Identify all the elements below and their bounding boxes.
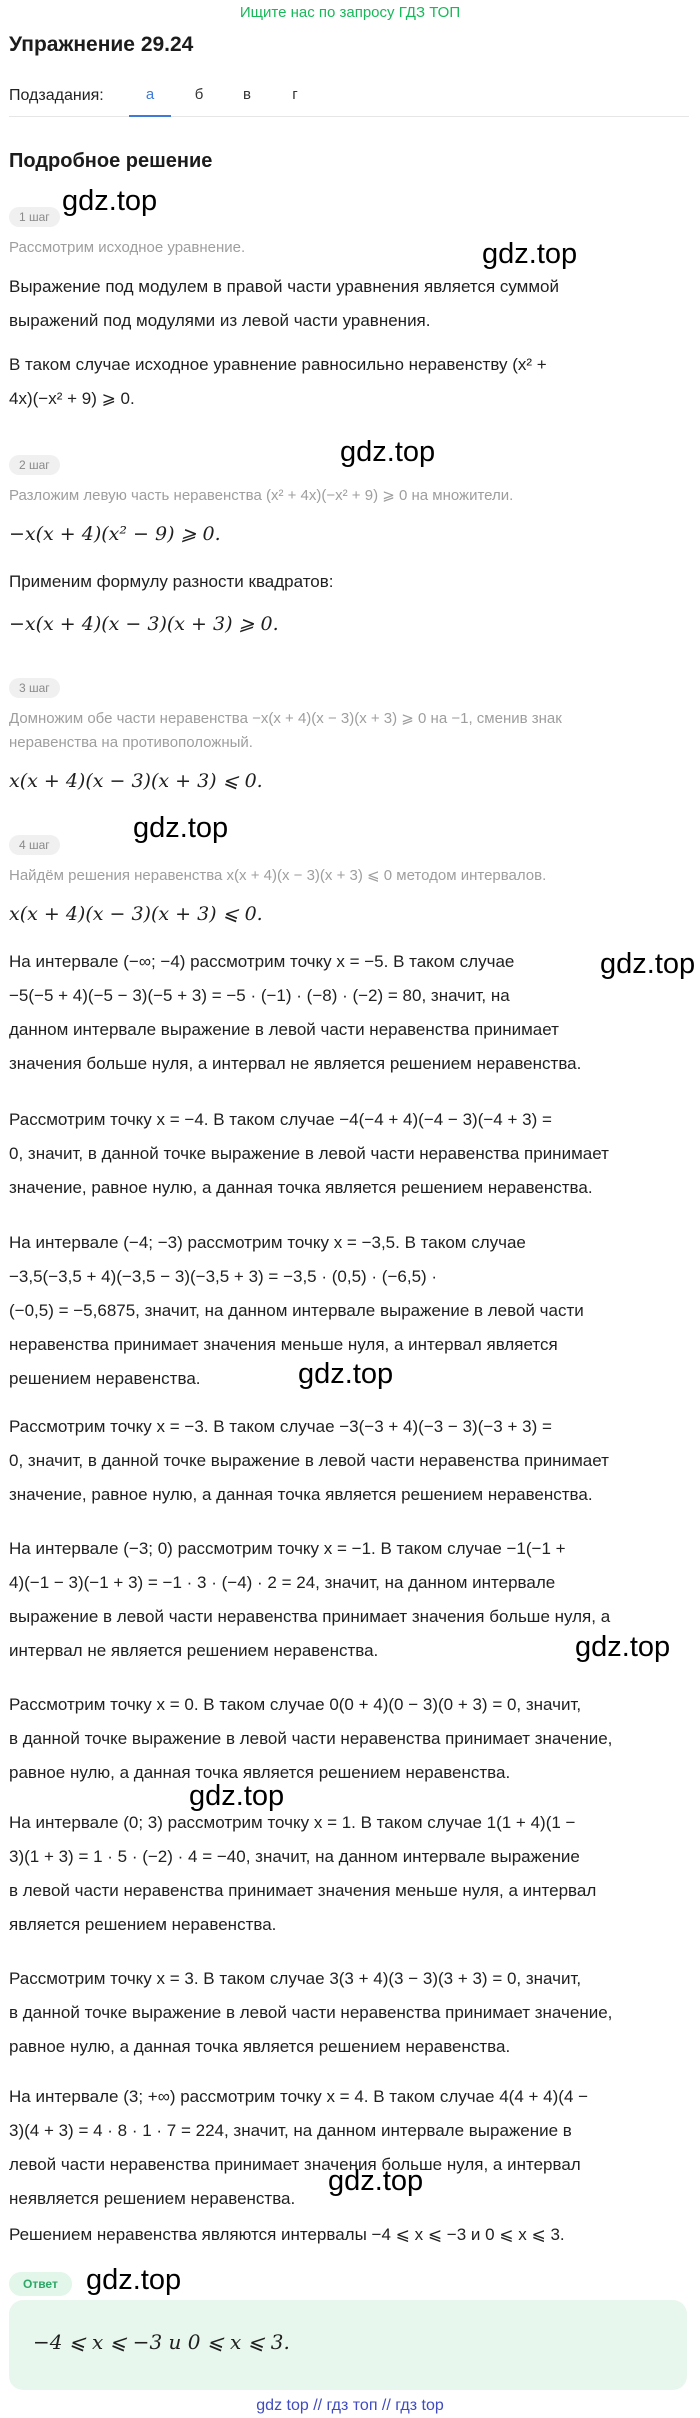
- step1-text-line: 4x)(−x² + 9) ⩾ 0.: [9, 389, 135, 408]
- watermark: gdz.top: [133, 812, 229, 844]
- step1-text-line: В таком случае исходное уравнение равносильно неравенству (x² +: [9, 355, 547, 374]
- watermark: gdz.top: [340, 436, 436, 468]
- watermark: gdz.top: [575, 1631, 671, 1663]
- subtask-tabs: [9, 84, 689, 117]
- watermark: gdz.top: [86, 2264, 182, 2296]
- answer-box: [9, 2300, 687, 2390]
- step-badge-1: 1 шаг: [9, 207, 60, 227]
- step1-text-line: Выражение под модулем в правой части уравнения является суммой: [9, 277, 560, 296]
- tab-g[interactable]: г: [292, 86, 298, 103]
- step2-equation: −x(x + 4)(x² − 9) ⩾ 0.: [9, 523, 221, 545]
- answer-text: −4 ⩽ x ⩽ −3 и 0 ⩽ x ⩽ 3.: [33, 2330, 290, 2354]
- interval-paragraph-9: На интервале (3; +∞) рассмотрим точку x = 4. В таком случае 4(4 + 4)(4 − 3)(4 + 3) = 4 · 8 · 1 · 7 = 224, значит, на данном интервале выражение в левой части неравенства принимает значения больше нуля, а интервал неявляется решением неравенства.: [9, 2087, 589, 2208]
- footer-links[interactable]: gdz top // гдз топ // гдз top: [256, 2397, 444, 2414]
- point-paragraph-4: Рассмотрим точку x = −3. В таком случае −3(−3 + 4)(−3 − 3)(−3 + 3) = 0, значит, в данной точке выражение в левой части неравенства принимает значение, равное нулю, а данная точка является решением неравенства.: [9, 1417, 609, 1504]
- step2-text: Применим формулу разности квадратов:: [9, 572, 334, 591]
- step3-hint: Домножим обе части неравенства −x(x + 4)(x − 3)(x + 3) ⩾ 0 на −1, сменив знак: [9, 710, 562, 727]
- tab-v[interactable]: в: [243, 86, 251, 103]
- page-title: Упражнение 29.24: [9, 33, 194, 56]
- step2-equation: −x(x + 4)(x − 3)(x + 3) ⩾ 0.: [9, 613, 279, 635]
- interval-paragraph-1: На интервале (−∞; −4) рассмотрим точку x = −5. В таком случае −5(−5 + 4)(−5 − 3)(−5 + 3) = −5 · (−1) · (−8) · (−2) = 80, значит, на данном интервале выражение в левой части неравенства принимает значения больше нуля, а интервал не является решением неравенства.: [9, 952, 582, 1073]
- watermark: gdz.top: [189, 1780, 285, 1812]
- tab-b[interactable]: б: [194, 86, 204, 103]
- tab-a[interactable]: а: [129, 84, 171, 117]
- step4-hint: Найдём решения неравенства x(x + 4)(x − 3)(x + 3) ⩽ 0 методом интервалов.: [9, 867, 547, 884]
- interval-paragraph-7: На интервале (0; 3) рассмотрим точку x = 1. В таком случае 1(1 + 4)(1 − 3)(1 + 3) = 1 · 5 · (−2) · 4 = −40, значит, на данном интервале выражение в левой части неравенства принимает значения меньше нуля, а интервал является решением неравенства.: [9, 1813, 597, 1934]
- answer-badge: Ответ: [9, 2272, 72, 2296]
- step3-equation: x(x + 4)(x − 3)(x + 3) ⩽ 0.: [9, 770, 263, 792]
- conclusion-text: Решением неравенства являются интервалы −4 ⩽ x ⩽ −3 и 0 ⩽ x ⩽ 3.: [9, 2225, 565, 2244]
- point-paragraph-6: Рассмотрим точку x = 0. В таком случае 0(0 + 4)(0 − 3)(0 + 3) = 0, значит, в данной точке выражение в левой части неравенства принимает значение, равное нулю, а данная точка является решением неравенства.: [9, 1695, 613, 1782]
- step2-hint: Разложим левую часть неравенства (x² + 4x)(−x² + 9) ⩾ 0 на множители.: [9, 487, 514, 504]
- solution-heading: Подробное решение: [9, 150, 213, 172]
- step4-equation: x(x + 4)(x − 3)(x + 3) ⩽ 0.: [9, 903, 263, 925]
- point-paragraph-2: Рассмотрим точку x = −4. В таком случае −4(−4 + 4)(−4 − 3)(−4 + 3) = 0, значит, в данной точке выражение в левой части неравенства принимает значение, равное нулю, а данная точка является решением неравенства.: [9, 1110, 609, 1197]
- watermark: gdz.top: [600, 948, 696, 980]
- step3-hint: неравенства на противоположный.: [9, 734, 253, 751]
- point-paragraph-8: Рассмотрим точку x = 3. В таком случае 3(3 + 4)(3 − 3)(3 + 3) = 0, значит, в данной точке выражение в левой части неравенства принимает значение, равное нулю, а данная точка является решением неравенства.: [9, 1969, 613, 2056]
- interval-paragraph-3: На интервале (−4; −3) рассмотрим точку x = −3,5. В таком случае −3,5(−3,5 + 4)(−3,5 − 3)(−3,5 + 3) = −3,5 · (0,5) · (−6,5) · (−0,5) = −5,6875, значит, на данном интервале выражение в левой части неравенства принимает значения меньше нуля, а интервал является решением неравенства.: [9, 1233, 584, 1388]
- step-badge-3: 3 шаг: [9, 678, 60, 698]
- step1-text-line: выражений под модулями из левой части уравнения.: [9, 311, 431, 330]
- step-badge-4: 4 шаг: [9, 835, 60, 855]
- interval-paragraph-5: На интервале (−3; 0) рассмотрим точку x = −1. В таком случае −1(−1 + 4)(−1 − 3)(−1 + 3) = −1 · 3 · (−4) · 2 = 24, значит, на данном интервале выражение в левой части неравенства принимает значения больше нуля, а интервал не является решением неравенства.: [9, 1539, 611, 1660]
- step-badge-2: 2 шаг: [9, 455, 60, 475]
- watermark: gdz.top: [328, 2165, 424, 2197]
- watermark: gdz.top: [298, 1358, 394, 1390]
- step1-hint: Рассмотрим исходное уравнение.: [9, 239, 246, 256]
- search-promo-banner: Ищите нас по запросу ГДЗ ТОП: [239, 4, 461, 21]
- subtasks-label: Подзадания:: [9, 87, 104, 104]
- watermark: gdz.top: [482, 238, 578, 270]
- watermark: gdz.top: [62, 185, 158, 217]
